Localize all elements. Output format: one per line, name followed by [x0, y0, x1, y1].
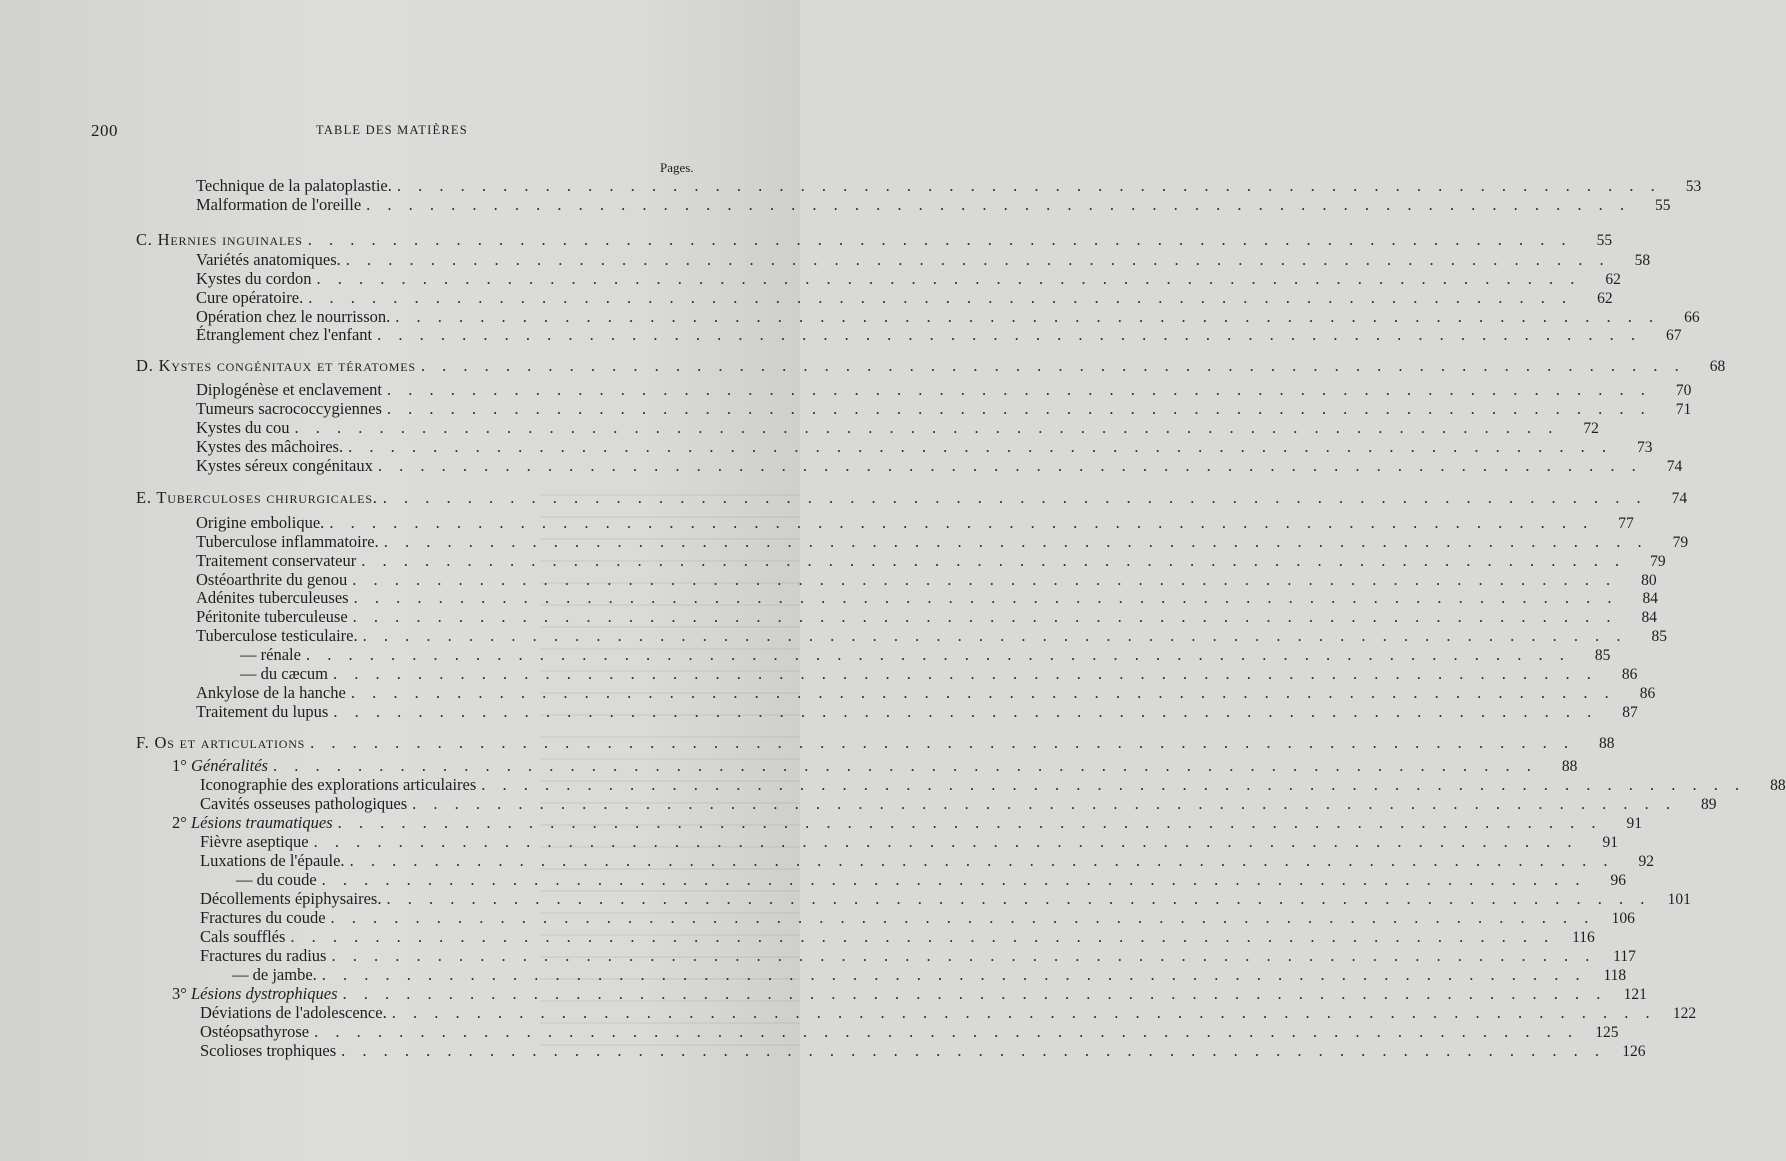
toc-page-number: 84: [1642, 590, 1658, 607]
toc-page-number: 79: [1650, 553, 1666, 570]
toc-page-number: 101: [1667, 891, 1691, 908]
toc-entry-title: — rénale: [240, 645, 301, 664]
toc-entry-title: Origine embolique.: [196, 513, 325, 532]
toc-page-number: 85: [1651, 628, 1667, 645]
dot-leader: . . . . . . . . . . . . . . . . . . . . . . . . . . . . . . . . . . . . . . . . . . . . . . . . . . . . . . . . . . . .: [382, 488, 1648, 507]
toc-entry-title: Kystes séreux congénitaux: [196, 456, 373, 475]
dot-leader: . . . . . . . . . . . . . . . . . . . . . . . . . . . . . . . . . . . . . . . . . . . . . . . . . . . . . . . . . . . .: [341, 1041, 1606, 1060]
toc-entry: [196, 456, 1683, 476]
toc-page-number: 88: [1561, 758, 1578, 775]
toc-entry-title: E. Tuberculoses chirurgicales.: [136, 488, 378, 507]
dot-leader: . . . . . . . . . . . . . . . . . . . . . . . . . . . . . . . . . . . . . . . . . . . . . . . . . . . . . . . . . . . .: [350, 683, 1616, 702]
toc-page-number: 71: [1675, 401, 1692, 418]
toc-entry-title: Décollements épiphysaires.: [200, 889, 382, 908]
toc-entry-text: Lésions dystrophiques: [190, 984, 338, 1003]
toc-section: [136, 230, 1613, 250]
toc-entry-title: — du cæcum: [240, 664, 328, 683]
toc-entry-title: Cure opératoire.: [196, 288, 304, 307]
running-title: TABLE DES MATIÈRES: [316, 123, 468, 137]
toc-entry: [200, 775, 1786, 795]
toc-entry: [196, 570, 1657, 590]
toc-entry: [200, 927, 1595, 947]
toc-section: [136, 356, 1726, 376]
toc-page-number: 72: [1583, 420, 1599, 437]
dot-leader: . . . . . . . . . . . . . . . . . . . . . . . . . . . . . . . . . . . . . . . . . . . . . . . . . . . . . . . . . . . .: [395, 307, 1660, 326]
toc-entry: [200, 946, 1636, 966]
toc-entry: [236, 870, 1627, 890]
toc-entry-title: Fièvre aseptique: [200, 832, 309, 851]
toc-entry: [196, 588, 1658, 608]
toc-entry-title: Luxations de l'épaule.: [200, 851, 345, 870]
dot-leader: . . . . . . . . . . . . . . . . . . . . . . . . . . . . . . . . . . . . . . . . . . . . . . . . . . . . . . . . . . . .: [420, 356, 1686, 375]
toc-entry: [196, 288, 1613, 308]
toc-entry: [196, 307, 1700, 327]
toc-entry: [196, 683, 1656, 703]
toc-page-number: 84: [1641, 609, 1658, 626]
toc-entry: [196, 551, 1666, 571]
toc-page-number: 79: [1672, 534, 1689, 551]
toc-entry: [200, 908, 1635, 928]
toc-page-number: 77: [1618, 515, 1634, 532]
toc-page-number: 70: [1675, 382, 1692, 399]
toc-entry: [232, 965, 1627, 985]
toc-entry-title: Kystes du cordon: [196, 269, 312, 288]
toc-entry-title: Variétés anatomiques.: [196, 250, 341, 269]
dot-leader: . . . . . . . . . . . . . . . . . . . . . . . . . . . . . . . . . . . . . . . . . . . . . . . . . . . . . . . . . . . .: [386, 889, 1651, 908]
dot-leader: . . . . . . . . . . . . . . . . . . . . . . . . . . . . . . . . . . . . . . . . . . . . . . . . . . . . . . . . . . . .: [313, 832, 1578, 851]
dot-leader: . . . . . . . . . . . . . . . . . . . . . . . . . . . . . . . . . . . . . . . . . . . . . . . . . . . . . . . . . . . .: [349, 851, 1614, 870]
toc-entry: [240, 645, 1611, 665]
toc-entry-title: Cavités osseuses pathologiques: [200, 794, 408, 813]
toc-page-number: 68: [1709, 358, 1726, 375]
dot-leader: . . . . . . . . . . . . . . . . . . . . . . . . . . . . . . . . . . . . . . . . . . . . . . . . . . . . . . . . . . . .: [329, 513, 1594, 532]
toc-entry-title: [172, 756, 268, 776]
toc-entry: [196, 269, 1621, 289]
toc-entry: [200, 1022, 1619, 1042]
page-number: 200: [91, 121, 118, 140]
toc-page-number: 87: [1622, 704, 1638, 721]
dot-leader: . . . . . . . . . . . . . . . . . . . . . . . . . . . . . . . . . . . . . . . . . . . . . . . . . . . . . . . . . . . .: [362, 626, 1627, 645]
toc-entry: [200, 889, 1691, 909]
dot-leader: . . . . . . . . . . . . . . . . . . . . . . . . . . . . . . . . . . . . . . . . . . . . . . . . . . . . . . . . . . . .: [310, 733, 1575, 752]
toc-entry: [196, 176, 1702, 196]
dot-leader: . . . . . . . . . . . . . . . . . . . . . . . . . . . . . . . . . . . . . . . . . . . . . . . . . . . . . . . . . . . .: [290, 927, 1555, 946]
dot-leader: . . . . . . . . . . . . . . . . . . . . . . . . . . . . . . . . . . . . . . . . . . . . . . . . . . . . . . . . . . . .: [481, 775, 1746, 794]
toc-entry-title: C. Hernies inguinales: [136, 230, 303, 249]
toc-page-number: 89: [1701, 796, 1717, 813]
toc-page-number: 74: [1671, 490, 1688, 507]
toc-section: [136, 488, 1688, 508]
toc-entry-title: Opération chez le nourrisson.: [196, 307, 391, 326]
toc-entry: [200, 794, 1717, 814]
toc-entry: [196, 195, 1671, 215]
pages-column-label: Pages.: [660, 160, 694, 175]
dot-leader: . . . . . . . . . . . . . . . . . . . . . . . . . . . . . . . . . . . . . . . . . . . . . . . . . . . . . . . . . . . .: [391, 1003, 1657, 1022]
toc-entry-title: Ankylose de la hanche: [196, 683, 346, 702]
page-header: [0, 121, 800, 145]
toc-entry-title: Diplogénèse et enclavement: [196, 380, 383, 399]
toc-subsection: [172, 756, 1578, 776]
toc-page-number: 62: [1597, 290, 1613, 307]
toc-entry: [196, 418, 1599, 438]
toc-entry: [196, 437, 1653, 457]
toc-entry-title: — du coude: [236, 870, 317, 889]
toc-page-number: 91: [1602, 834, 1618, 851]
toc-entry-text: Lésions traumatiques: [190, 813, 333, 832]
dot-leader: . . . . . . . . . . . . . . . . . . . . . . . . . . . . . . . . . . . . . . . . . . . . . . . . . . . . . . . . . . . .: [321, 965, 1587, 984]
dot-leader: . . . . . . . . . . . . . . . . . . . . . . . . . . . . . . . . . . . . . . . . . . . . . . . . . . . . . . . . . . . .: [361, 551, 1626, 570]
dot-leader: . . . . . . . . . . . . . . . . . . . . . . . . . . . . . . . . . . . . . . . . . . . . . . . . . . . . . . . . . . . .: [412, 794, 1677, 813]
dot-leader: . . . . . . . . . . . . . . . . . . . . . . . . . . . . . . . . . . . . . . . . . . . . . . . . . . . . . . . . . . . .: [330, 908, 1595, 927]
toc-entry-title: Déviations de l'adolescence.: [200, 1003, 387, 1022]
toc-entry-title: F. Os et articulations: [136, 733, 306, 752]
toc-entry-number: 1°: [172, 756, 191, 775]
toc-page-number: 122: [1672, 1005, 1697, 1022]
toc-entry-title: [172, 984, 338, 1004]
toc-entry: [196, 607, 1658, 627]
toc-entry-title: Malformation de l'oreille: [196, 195, 362, 214]
toc-page-number: 80: [1641, 572, 1657, 589]
toc-entry-title: Scolioses trophiques: [200, 1041, 337, 1060]
toc-entry-title: Tuberculose inflammatoire.: [196, 532, 379, 551]
toc-page-number: 106: [1611, 910, 1635, 927]
toc-entry-title: Cals soufflés: [200, 927, 286, 946]
toc-entry-title: Adénites tuberculeuses: [196, 588, 349, 607]
toc-entry: [240, 664, 1638, 684]
toc-page-number: 121: [1623, 986, 1647, 1003]
toc-entry: [196, 399, 1692, 419]
toc-entry: [196, 532, 1689, 552]
toc-page-number: 66: [1684, 309, 1700, 326]
toc-page-number: 55: [1596, 232, 1613, 249]
dot-leader: . . . . . . . . . . . . . . . . . . . . . . . . . . . . . . . . . . . . . . . . . . . . . . . . . . . . . . . . . . . .: [377, 325, 1642, 344]
toc-subsection: [172, 813, 1642, 833]
toc-entry-title: Fractures du radius: [200, 946, 327, 965]
toc-entry-title: [172, 813, 333, 833]
toc-entry: [200, 832, 1618, 852]
toc-page-number: 116: [1572, 929, 1595, 946]
toc-entry-title: Kystes des mâchoires.: [196, 437, 344, 456]
toc-entry: [196, 250, 1651, 270]
toc-entry: [196, 380, 1692, 400]
toc-entry-title: Ostéopsathyrose: [200, 1022, 310, 1041]
toc-page-number: 67: [1666, 327, 1682, 344]
dot-leader: . . . . . . . . . . . . . . . . . . . . . . . . . . . . . . . . . . . . . . . . . . . . . . . . . . . . . . . . . . . .: [396, 176, 1662, 195]
toc-entry: [196, 325, 1682, 345]
toc-entry-title: Tuberculose testiculaire.: [196, 626, 358, 645]
toc-entry: [200, 1003, 1697, 1023]
toc-entry: [196, 702, 1638, 722]
toc-section: [136, 733, 1615, 753]
dot-leader: . . . . . . . . . . . . . . . . . . . . . . . . . . . . . . . . . . . . . . . . . . . . . . . . . . . . . . . . . . . .: [331, 946, 1596, 965]
dot-leader: . . . . . . . . . . . . . . . . . . . . . . . . . . . . . . . . . . . . . . . . . . . . . . . . . . . . . . . . . . . .: [333, 664, 1598, 683]
toc-entry: [200, 851, 1654, 871]
dot-leader: . . . . . . . . . . . . . . . . . . . . . . . . . . . . . . . . . . . . . . . . . . . . . . . . . . . . . . . . . . . .: [314, 1022, 1579, 1041]
toc-entry: [196, 513, 1634, 533]
toc-page-number: 74: [1666, 458, 1683, 475]
toc-entry: [200, 1041, 1646, 1061]
toc-page-number: 85: [1594, 647, 1611, 664]
toc-subsection: [172, 984, 1647, 1004]
dot-leader: . . . . . . . . . . . . . . . . . . . . . . . . . . . . . . . . . . . . . . . . . . . . . . . . . . . . . . . . . . . .: [337, 813, 1602, 832]
toc-page-number: 126: [1622, 1043, 1646, 1060]
toc-page-number: 86: [1639, 685, 1656, 702]
toc-entry-title: Traitement du lupus: [196, 702, 329, 721]
dot-leader: . . . . . . . . . . . . . . . . . . . . . . . . . . . . . . . . . . . . . . . . . . . . . . . . . . . . . . . . . . . .: [387, 380, 1652, 399]
toc-page-number: 58: [1634, 252, 1651, 269]
toc-page-number: 62: [1605, 271, 1621, 288]
dot-leader: . . . . . . . . . . . . . . . . . . . . . . . . . . . . . . . . . . . . . . . . . . . . . . . . . . . . . . . . . . . .: [316, 269, 1581, 288]
dot-leader: . . . . . . . . . . . . . . . . . . . . . . . . . . . . . . . . . . . . . . . . . . . . . . . . . . . . . . . . . . . .: [307, 230, 1573, 249]
toc-page-number: 86: [1621, 666, 1638, 683]
toc-page-number: 55: [1655, 197, 1671, 214]
toc-entry-text: Généralités: [190, 756, 268, 775]
toc-entry-title: Iconographie des explorations articulaires: [200, 775, 477, 794]
toc-entry-title: Kystes du cou: [196, 418, 290, 437]
toc-entry-title: Ostéoarthrite du genou: [196, 570, 348, 589]
toc-page-number: 118: [1603, 967, 1627, 984]
dot-leader: . . . . . . . . . . . . . . . . . . . . . . . . . . . . . . . . . . . . . . . . . . . . . . . . . . . . . . . . . . . .: [366, 195, 1631, 214]
toc-entry-number: 3°: [172, 984, 191, 1003]
toc-entry-title: Fractures du coude: [200, 908, 326, 927]
toc-entry-title: — de jambe.: [232, 965, 317, 984]
toc-entry: [196, 626, 1667, 646]
dot-leader: . . . . . . . . . . . . . . . . . . . . . . . . . . . . . . . . . . . . . . . . . . . . . . . . . . . . . . . . . . . .: [386, 399, 1652, 418]
dot-leader: . . . . . . . . . . . . . . . . . . . . . . . . . . . . . . . . . . . . . . . . . . . . . . . . . . . . . . . . . . . .: [342, 984, 1607, 1003]
dot-leader: . . . . . . . . . . . . . . . . . . . . . . . . . . . . . . . . . . . . . . . . . . . . . . . . . . . . . . . . . . . .: [294, 418, 1559, 437]
dot-leader: . . . . . . . . . . . . . . . . . . . . . . . . . . . . . . . . . . . . . . . . . . . . . . . . . . . . . . . . . . . .: [352, 607, 1618, 626]
dot-leader: . . . . . . . . . . . . . . . . . . . . . . . . . . . . . . . . . . . . . . . . . . . . . . . . . . . . . . . . . . . .: [377, 456, 1643, 475]
toc-page-number: 92: [1638, 853, 1654, 870]
dot-leader: . . . . . . . . . . . . . . . . . . . . . . . . . . . . . . . . . . . . . . . . . . . . . . . . . . . . . . . . . . . .: [321, 870, 1587, 889]
toc-page-number: 88: [1770, 777, 1786, 794]
toc-entry-title: Traitement conservateur: [196, 551, 357, 570]
toc-entry-number: 2°: [172, 813, 191, 832]
toc-entry-title: D. Kystes congénitaux et tératomes: [136, 356, 416, 375]
toc-entry-title: Technique de la palatoplastie.: [196, 176, 392, 195]
toc-page-number: 125: [1595, 1024, 1619, 1041]
toc-page-number: 96: [1610, 872, 1627, 889]
toc-entry-title: Étranglement chez l'enfant: [196, 325, 373, 344]
dot-leader: . . . . . . . . . . . . . . . . . . . . . . . . . . . . . . . . . . . . . . . . . . . . . . . . . . . . . . . . . . . .: [305, 645, 1571, 664]
toc-page-number: 53: [1685, 178, 1702, 195]
dot-leader: . . . . . . . . . . . . . . . . . . . . . . . . . . . . . . . . . . . . . . . . . . . . . . . . . . . . . . . . . . . .: [272, 756, 1538, 775]
dot-leader: . . . . . . . . . . . . . . . . . . . . . . . . . . . . . . . . . . . . . . . . . . . . . . . . . . . . . . . . . . . .: [353, 588, 1618, 607]
dot-leader: . . . . . . . . . . . . . . . . . . . . . . . . . . . . . . . . . . . . . . . . . . . . . . . . . . . . . . . . . . . .: [333, 702, 1598, 721]
dot-leader: . . . . . . . . . . . . . . . . . . . . . . . . . . . . . . . . . . . . . . . . . . . . . . . . . . . . . . . . . . . .: [308, 288, 1573, 307]
toc-page-number: 88: [1599, 735, 1615, 752]
dot-leader: . . . . . . . . . . . . . . . . . . . . . . . . . . . . . . . . . . . . . . . . . . . . . . . . . . . . . . . . . . . .: [348, 437, 1613, 456]
dot-leader: . . . . . . . . . . . . . . . . . . . . . . . . . . . . . . . . . . . . . . . . . . . . . . . . . . . . . . . . . . . .: [383, 532, 1649, 551]
toc-entry-title: Péritonite tuberculeuse: [196, 607, 348, 626]
toc-page-number: 117: [1613, 948, 1636, 965]
toc-page-number: 91: [1626, 815, 1642, 832]
toc-entry-title: Tumeurs sacrococcygiennes: [196, 399, 382, 418]
toc-page-number: 73: [1636, 439, 1653, 456]
dot-leader: . . . . . . . . . . . . . . . . . . . . . . . . . . . . . . . . . . . . . . . . . . . . . . . . . . . . . . . . . . . .: [352, 570, 1617, 589]
dot-leader: . . . . . . . . . . . . . . . . . . . . . . . . . . . . . . . . . . . . . . . . . . . . . . . . . . . . . . . . . . . .: [345, 250, 1611, 269]
